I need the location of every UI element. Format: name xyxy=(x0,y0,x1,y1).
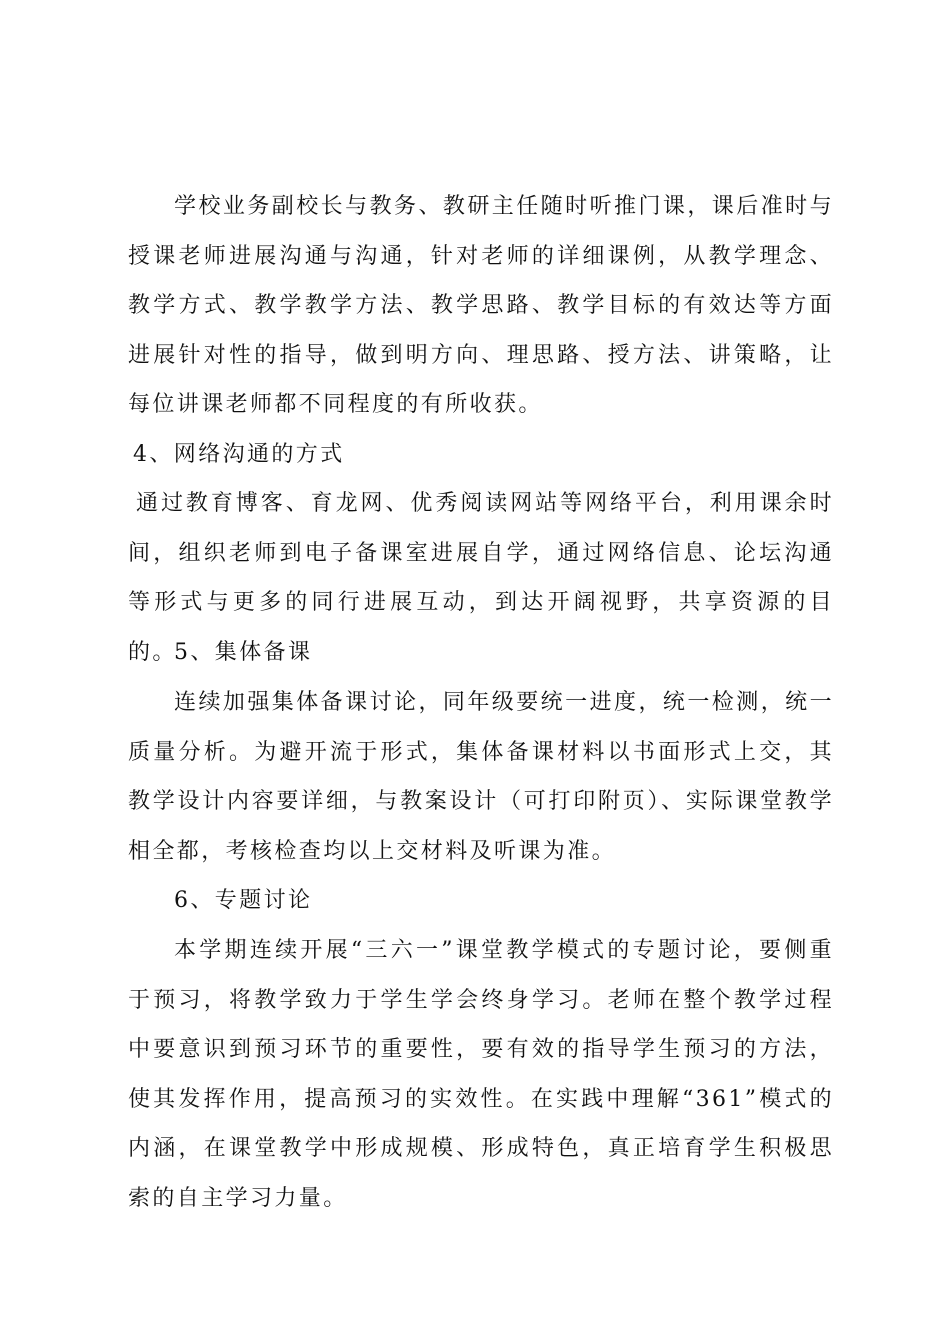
heading-special-topic: 6、专题讨论 xyxy=(174,888,313,913)
heading-network-communication: 4、网络沟通的方式 xyxy=(133,442,345,467)
paragraph-special-topic: 本学期连续开展“三六一”课堂教学模式的专题讨论，要侧重于预习，将教学致力于学生学会终身学习。老师在整个教学过程中要意识到预习环节的重要性，要有效的指导学生预习的方法，使其发挥作用，提高预习的实效性。在实践中理解“361”模式的内涵，在课堂教学中形成规模、形成特色，真正培育学生积极思索的自主学习力量。 xyxy=(128,938,834,1211)
paragraph-network-communication: 通过教育博客、育龙网、优秀阅读网站等网络平台，利用课余时间，组织老师到电子备课室进展自学，通过网络信息、论坛沟通等形式与更多的同行进展互动，到达开阔视野，共享资源的目的。 xyxy=(128,491,834,665)
heading-collective-lesson-prep: 5、集体备课 xyxy=(174,640,313,665)
paragraph-feedback: 学校业务副校长与教务、教研主任随时听推门课，课后准时与授课老师进展沟通与沟通，针对老师的详细课例，从教学理念、教学方式、教学教学方法、教学思路、教学目标的有效达等方面进展针对性的指导，做到明方向、理思路、授方法、讲策略，让每位讲课老师都不同程度的有所收获。 xyxy=(128,194,834,417)
paragraph-collective-lesson-prep: 连续加强集体备课讨论，同年级要统一进度，统一检测，统一质量分析。为避开流于形式，集体备课材料以书面形式上交，其教学设计内容要详细，与教案设计（可打印附页）、实际课堂教学相全都，考核检查均以上交材料及听课为准。 xyxy=(128,690,834,864)
